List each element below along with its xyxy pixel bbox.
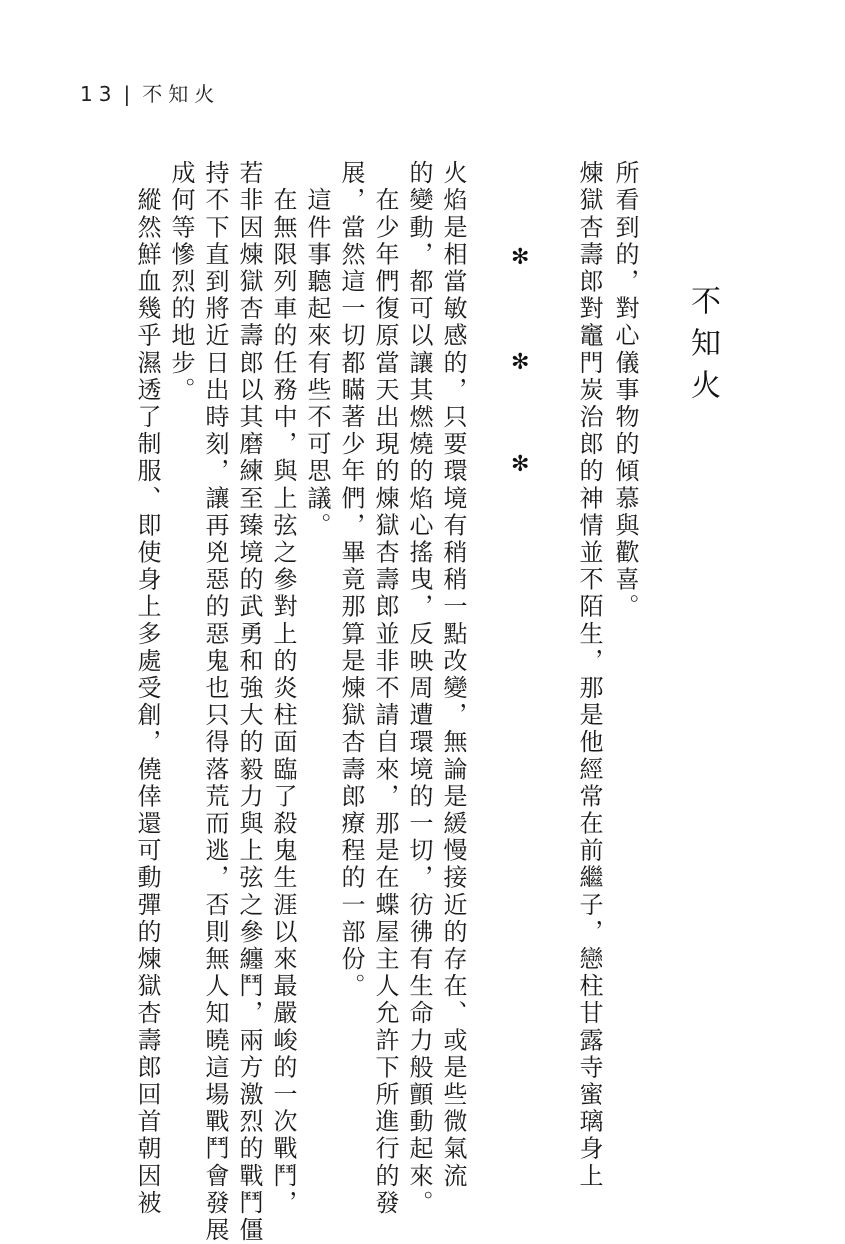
chapter-title: 不知火	[685, 285, 720, 411]
header-separator: |	[123, 82, 137, 106]
text-column-2: 煉獄杏壽郎對竈門炭治郎的神情並不陌生，那是他經常在前繼子，戀柱甘露寺蜜璃身上	[575, 160, 603, 1190]
text-column-3: 火焰是相當敏感的，只要環境有稍稍一點改變，無論是緩慢接近的存在、或是些微氣流	[439, 160, 467, 1190]
text-column-11: 成何等慘烈的地步。	[167, 160, 195, 404]
page-number: 13	[80, 82, 118, 106]
text-column-12: 縱然鮮血幾乎濕透了制服、即使身上多處受創，僥倖還可動彈的煉獄杏壽郎回首朝因被	[133, 160, 161, 1217]
section-break-asterisk: ✻	[511, 350, 530, 375]
text-column-7: 這件事聽起來有些不可思議。	[303, 160, 331, 540]
section-break-asterisk: ✻	[511, 452, 530, 477]
text-column-8: 在無限列車的任務中，與上弦之參對上的炎柱面臨了殺鬼生涯以來最嚴峻的一次戰鬥，	[269, 160, 297, 1217]
running-title: 不知火	[142, 82, 221, 106]
running-head	[80, 78, 220, 107]
section-break-asterisk: ✻	[511, 245, 530, 270]
text-column-9: 若非因煉獄杏壽郎以其磨練至臻境的武勇和強大的毅力與上弦之參纏鬥，兩方激烈的戰鬥僵	[235, 160, 263, 1244]
text-column-1: 所看到的，對心儀事物的傾慕與歡喜。	[611, 160, 639, 621]
text-column-10: 持不下直到將近日出時刻，讓再兇惡的惡鬼也只得落荒而逃，否則無人知曉這場戰鬥會發展	[201, 160, 229, 1244]
text-column-5: 在少年們復原當天出現的煉獄杏壽郎並非不請自來，那是在蝶屋主人允許下所進行的發	[371, 160, 399, 1217]
text-column-4: 的變動，都可以讓其燃燒的焰心搖曳，反映周遭環境的一切，彷彿有生命力般顫動起來。	[405, 160, 433, 1217]
text-column-6: 展，當然這一切都瞞著少年們，畢竟那算是煉獄杏壽郎療程的一部份。	[337, 160, 365, 1001]
